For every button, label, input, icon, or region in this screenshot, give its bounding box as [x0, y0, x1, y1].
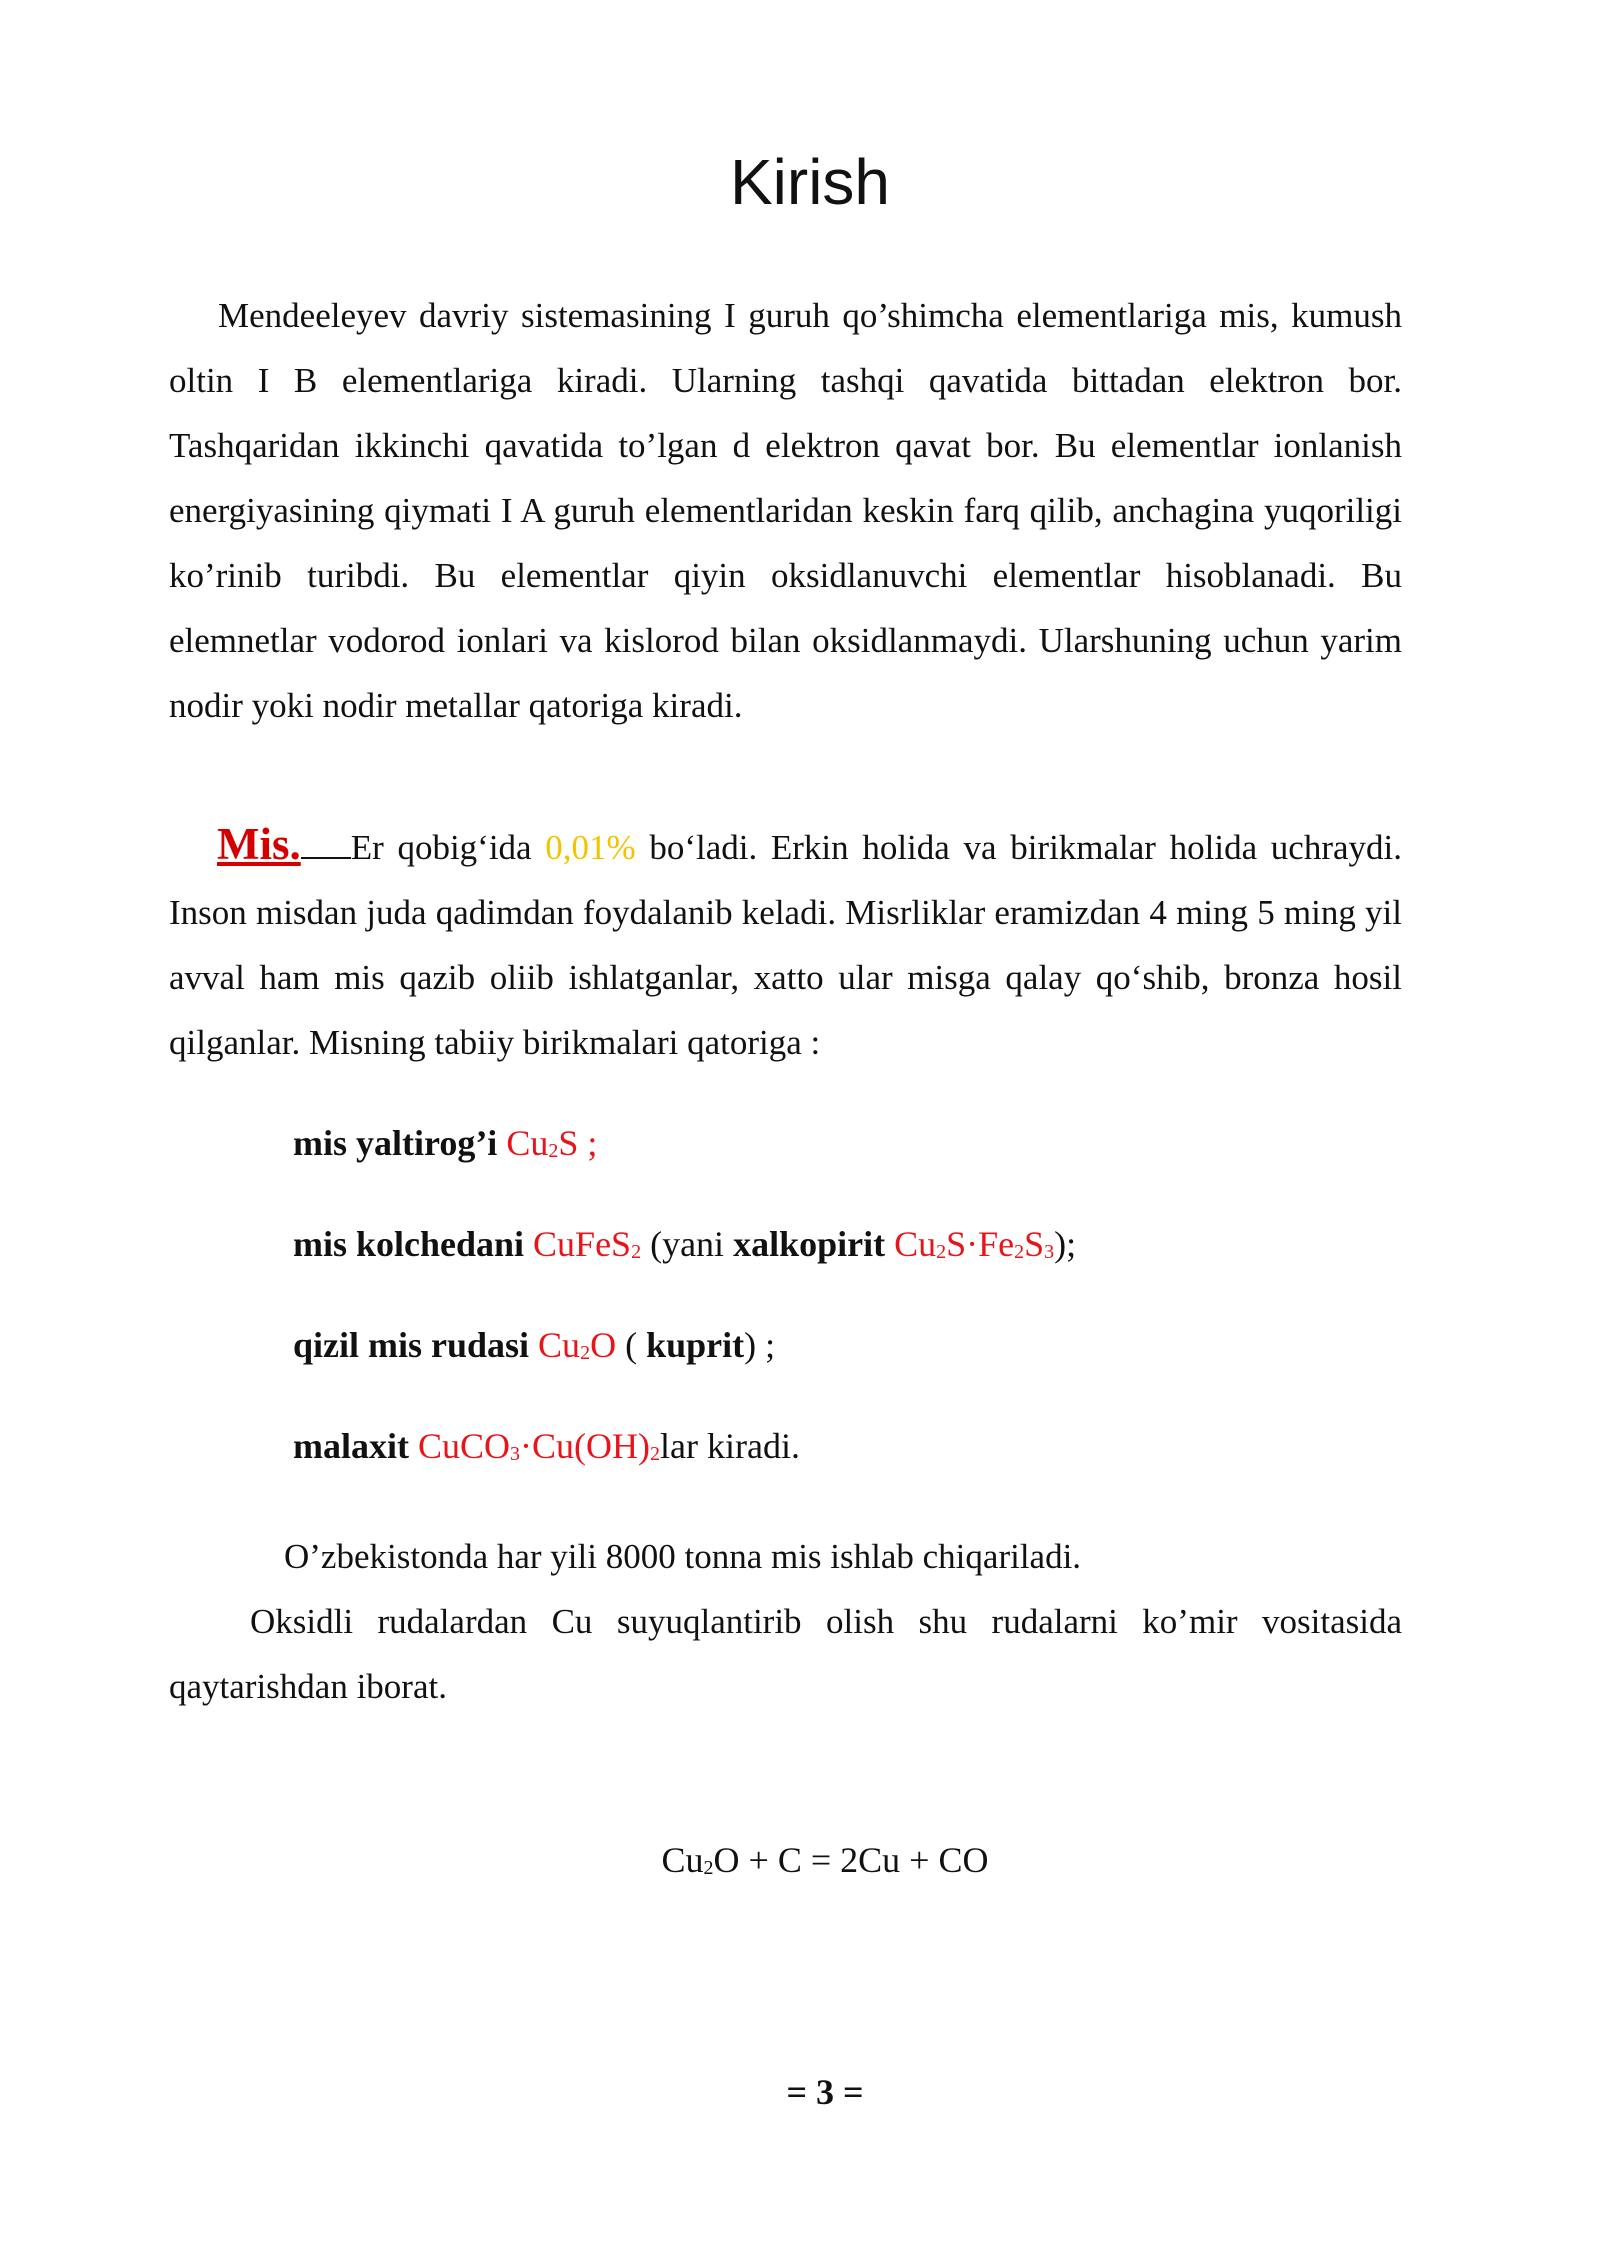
copper-paragraph [169, 812, 1402, 1075]
mineral-item [293, 1214, 1393, 1315]
extraction-paragraph: Oksidli rudalardan Cu suyuqlantirib olish shu rudalarni ko’mir vositasida qaytarishdan iborat. [169, 1602, 1402, 1706]
intro-paragraph: Mendeeleyev davriy sistemasining I guruh qo’shimcha elementlariga mis, kumush oltin I B elementlariga kiradi. Ularning tashqi qavatida bittadan elektron bor. Tashqaridan ikkinchi qavatida to’lgan d elektron qavat bor. Bu elementlar ionlanish energiyasining qiymati I A guruh elementlaridan keskin farq qilib, anchagina yuqoriligi ko’rinib turibdi. Bu elementlar qiyin oksidlanuvchi elementlar hisoblanadi. Bu elemnetlar vodorod ionlari va kislorod bilan oksidlanmaydi. Ularshuning uchun yarim nodir yoki nodir metallar qatoriga kiradi. [169, 296, 1402, 725]
mineral-formula: $Cu_2S$ ; [506, 1123, 598, 1163]
copper-heading: Mis. [217, 819, 301, 869]
production-sentence: O’zbekistonda har yili 8000 tonna mis ishlab chiqariladi. [284, 1537, 1082, 1576]
mineral-alt-name: xalkopirit [733, 1224, 886, 1264]
mineral-alt-name: kuprit [646, 1325, 745, 1365]
mineral-note-close: ); [1054, 1224, 1077, 1264]
mineral-note-open: (yani [641, 1224, 734, 1264]
page-title: Kirish [729, 146, 891, 218]
mineral-formula: CuFeS$_2$ [533, 1224, 642, 1264]
mineral-item [293, 1113, 1393, 1214]
mineral-item [293, 1315, 1393, 1416]
mineral-name: malaxit [293, 1426, 409, 1466]
mineral-name: qizil mis rudasi [293, 1325, 530, 1365]
page-number: = 3 = [786, 2072, 864, 2112]
mineral-name: mis yaltirog’i [293, 1123, 498, 1163]
copper-intro-text: Er qobig‘ida [350, 828, 532, 867]
mineral-list [293, 1113, 1393, 1517]
mineral-suffix: lar kiradi. [660, 1426, 800, 1466]
mineral-formula: $Cu_2O$ [538, 1325, 617, 1365]
mineral-note-open: ( [616, 1325, 647, 1365]
mineral-item [293, 1416, 1393, 1517]
mineral-name: mis kolchedani [293, 1224, 525, 1264]
copper-paragraph-text: bo‘ladi. Erkin holida va birikmalar holida uchraydi. Inson misdan juda qadimdan foydalanib keladi. Misrliklar eramizdan 4 ming 5 ming yil avval ham mis qazib oliib ishlatganlar, xatto ular misga qalay qo‘shib, bronza hosil qilganlar. Misning tabiiy birikmalari qatoriga : [169, 828, 1402, 1062]
mineral-note-close: ) ; [744, 1325, 776, 1365]
heading-underline-gap [301, 856, 351, 859]
mineral-formula: $CuCO_3\cdot Cu(OH)_2$ [417, 1426, 660, 1466]
chemical-equation: $Cu_2O + C = 2Cu$ + CO [661, 1840, 989, 1880]
copper-percent: 0,01% [545, 828, 636, 867]
mineral-alt-formula: $Cu_2S\cdot Fe_2S_3$ [894, 1224, 1055, 1264]
